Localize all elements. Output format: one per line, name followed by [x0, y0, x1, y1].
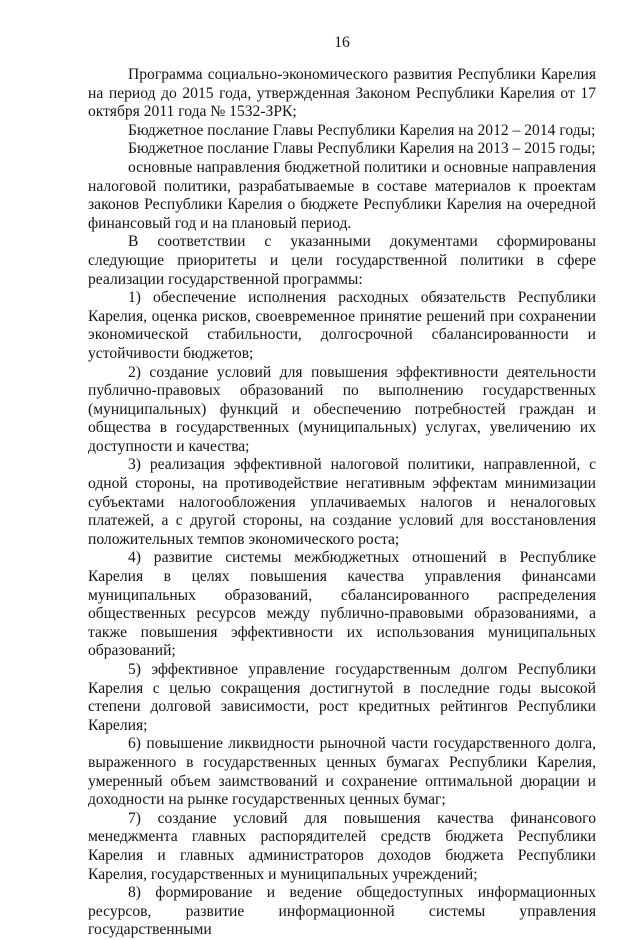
list-item-7: 7) создание условий для повышения качества финансового менеджмента главных распорядителей средств бюджета Республики Карелия и главных администраторов доходов бюджета Республики Карелия, государственных и муниципальных учреждений;	[88, 809, 596, 883]
list-item-4: 4) развитие системы межбюджетных отношений в Республике Карелия в целях повышения качества управления финансами муниципальных образований, сбалансированного распределения общественных ресурсов между публично-правовыми образованиями, а также повышения эффективности их использования муниципальных образований;	[88, 549, 596, 660]
paragraph-program: Программа социально-экономического развития Республики Карелия на период до 2015 года, утвержденная Законом Республики Карелия от 17 октября 2011 года № 1532-ЗРК;	[88, 66, 596, 121]
paragraph-policy-directions: основные направления бюджетной политики и основные направления налоговой политики, разрабатываемые в составе материалов к проектам законов Республики Карелия о бюджете Республики Карелия на очередной финансовый год и на плановый период.	[88, 158, 596, 232]
paragraph-budget-message-2013: Бюджетное послание Главы Республики Карелия на 2013 – 2015 годы;	[128, 140, 596, 158]
list-item-8: 8) формирование и ведение общедоступных информационных ресурсов, развитие информационной системы управления государственными	[88, 884, 596, 939]
list-item-3: 3) реализация эффективной налоговой политики, направленной, с одной стороны, на противодействие негативным эффектам минимизации субъектами налогообложения уплачиваемых налогов и неналоговых платежей, а с другой стороны, на создание условий для восстановления положительных темпов экономического роста;	[88, 456, 596, 548]
list-item-5: 5) эффективное управление государственным долгом Республики Карелия с целью сокращения достигнутой в последние годы высокой степени долговой зависимости, рост кредитных рейтингов Республики Карелия;	[88, 661, 596, 734]
list-item-6: 6) повышение ликвидности рыночной части государственного долга, выраженного в государственных ценных бумагах Республики Карелия, умеренный объем заимствований и сохранение оптимальной дюрации и доходности на рынке государственных ценных бумаг;	[88, 735, 596, 809]
body-text	[88, 66, 596, 940]
paragraph-priorities-intro: В соответствии с указанными документами сформированы следующие приоритеты и цели государственной политики в сфере реализации государственной программы:	[88, 233, 596, 288]
list-item-1: 1) обеспечение исполнения расходных обязательств Республики Карелия, оценка рисков, своевременное принятие решений при сохранении экономической стабильности, долгосрочной сбалансированности и устойчивости бюджетов;	[88, 289, 596, 362]
page-number: 16	[334, 34, 350, 51]
list-item-2: 2) создание условий для повышения эффективности деятельности публично-правовых образований по выполнению государственных (муниципальных) функций и обеспечению потребностей граждан и общества в государственных (муниципальных) услугах, увеличению их доступности и качества;	[88, 363, 596, 455]
paragraph-budget-message-2012: Бюджетное послание Главы Республики Карелия на 2012 – 2014 годы;	[128, 121, 596, 139]
